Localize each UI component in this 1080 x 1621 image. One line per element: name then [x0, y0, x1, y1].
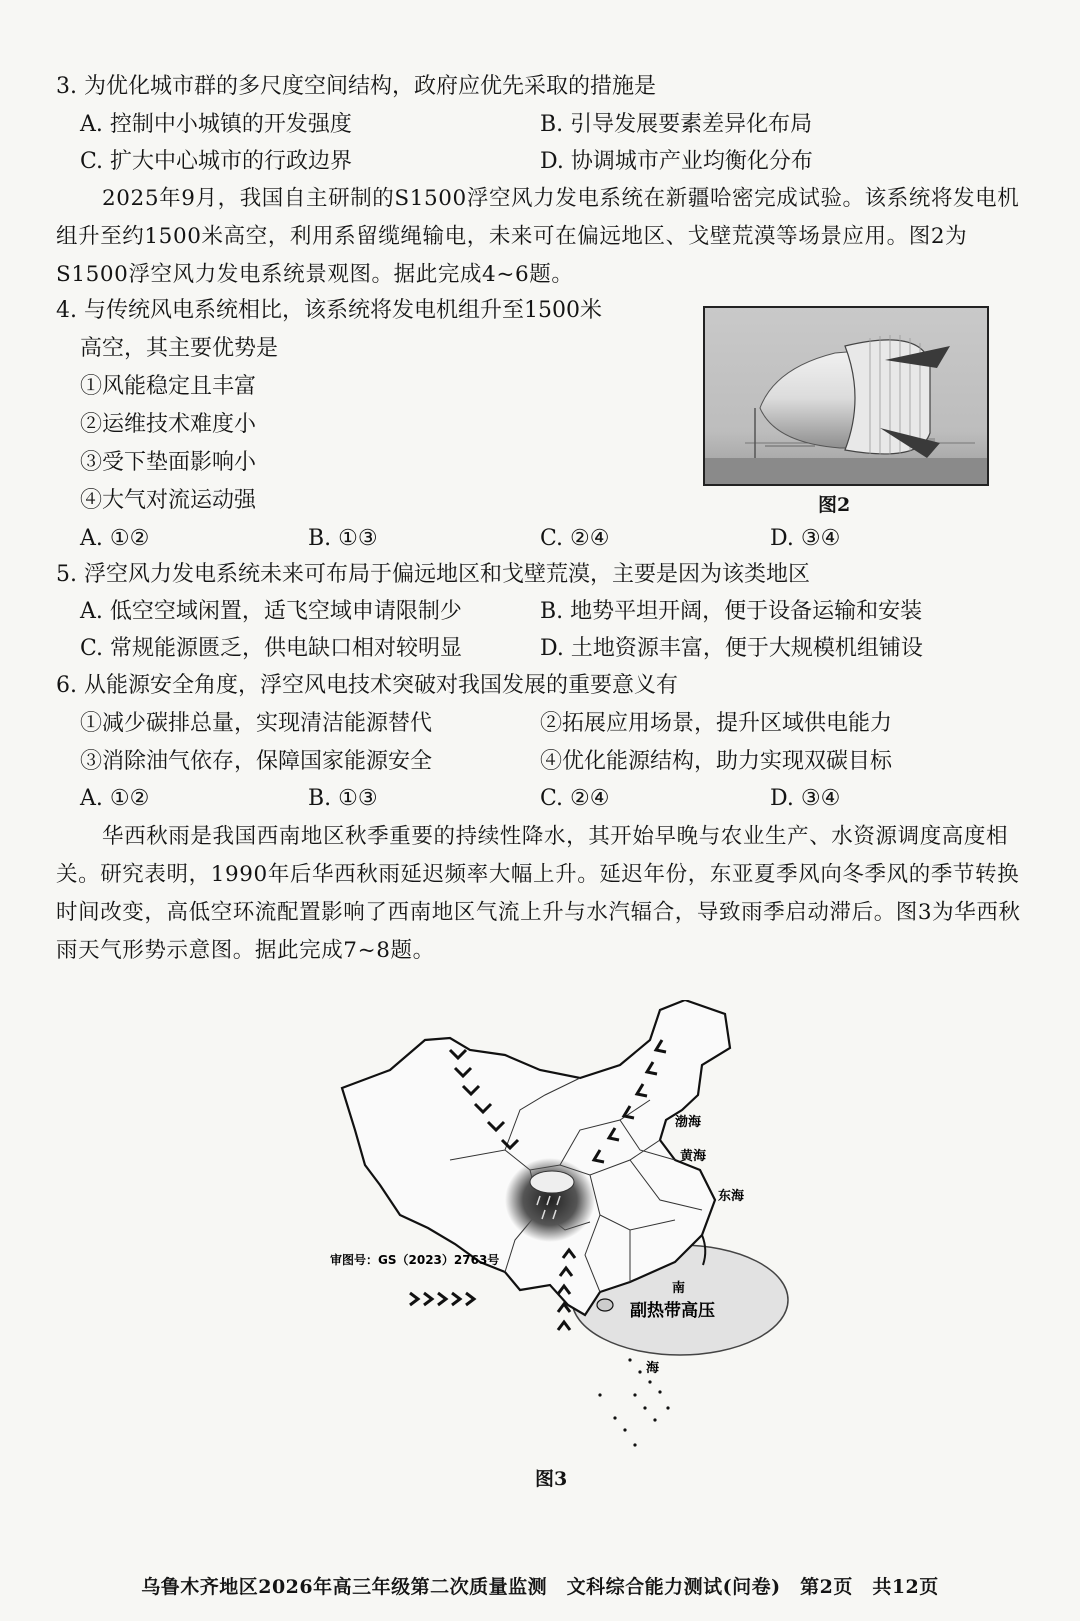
q5-option-a: A. 低空空域闲置，适飞空域申请限制少 [80, 599, 462, 624]
q3-option-d: D. 协调城市产业均衡化分布 [540, 149, 813, 174]
intro-paragraph-2 [56, 818, 1024, 970]
q5-stem: 5. 浮空风力发电系统未来可布局于偏远地区和戈壁荒漠，主要是因为该类地区 [56, 562, 810, 587]
south-sea-label-2: 海 [646, 1361, 660, 1376]
china-weather-map [330, 1000, 810, 1480]
q4-option-b: B. ①③ [308, 526, 378, 551]
cloud-icon [530, 1171, 574, 1193]
south-sea-label-1: 南 [672, 1281, 686, 1296]
map-approval-number: 审图号：GS（2023）2763号 [330, 1253, 500, 1267]
q5-option-d: D. 土地资源丰富，便于大规模机组铺设 [540, 636, 923, 661]
q4-stem-line1: 4. 与传统风电系统相比，该系统将发电机组升至1500米 [56, 298, 602, 323]
bohai-label: 渤海 [675, 1115, 702, 1130]
q6-item-2: ②拓展应用场景，提升区域供电能力 [540, 711, 893, 736]
q6-stem: 6. 从能源安全角度，浮空风电技术突破对我国发展的重要意义有 [56, 673, 678, 698]
figure-2-caption: 图2 [818, 494, 851, 516]
intro-paragraph-1 [56, 180, 1024, 294]
q4-stem-line2: 高空，其主要优势是 [80, 336, 279, 361]
hainan-island [597, 1299, 613, 1311]
figure-2-photo [703, 306, 989, 486]
intro-paragraph-1-text: 2025年9月，我国自主研制的S1500浮空风力发电系统在新疆哈密完成试验。该系统将发电机组升至约1500米高空，利用系留缆绳输电，未来可在偏远地区、戈壁荒漠等场景应用。图2为S1500浮空风力发电系统景观图。据此完成4~6题。 [56, 186, 1020, 287]
yellow-sea-label: 黄海 [680, 1149, 707, 1164]
q6-item-1: ①减少碳排总量，实现清洁能源替代 [80, 711, 433, 736]
q4-item-2: ②运维技术难度小 [80, 412, 257, 437]
figure-3-caption: 图3 [535, 1468, 568, 1490]
q3-option-b: B. 引导发展要素差异化布局 [540, 112, 813, 137]
airborne-wind-turbine-image [705, 308, 987, 484]
q4-item-1: ①风能稳定且丰富 [80, 374, 257, 399]
q6-option-d: D. ③④ [770, 786, 841, 811]
q6-option-c: C. ②④ [540, 786, 610, 811]
q3-stem: 3. 为优化城市群的多尺度空间结构，政府应优先采取的措施是 [56, 74, 656, 99]
q6-item-3: ③消除油气依存，保障国家能源安全 [80, 749, 433, 774]
intro-paragraph-2-text: 华西秋雨是我国西南地区秋季重要的持续性降水，其开始早晚与农业生产、水资源调度高度相关。研究表明，1990年后华西秋雨延迟频率大幅上升。延迟年份，东亚夏季风向冬季风的季节转换时间改变，高低空环流配置影响了西南地区气流上升与水汽辐合，导致雨季启动滞后。图3为华西秋雨天气形势示意图。据此完成7~8题。 [56, 824, 1021, 963]
q4-item-4: ④大气对流运动强 [80, 488, 257, 513]
subtropical-high-label: 副热带高压 [630, 1301, 715, 1321]
q4-option-d: D. ③④ [770, 526, 841, 551]
q6-option-a: A. ①② [80, 786, 150, 811]
q4-option-a: A. ①② [80, 526, 150, 551]
q4-option-c: C. ②④ [540, 526, 610, 551]
q5-option-b: B. 地势平坦开阔，便于设备运输和安装 [540, 599, 923, 624]
figure-3-map [330, 1000, 810, 1480]
q5-option-c: C. 常规能源匮乏，供电缺口相对较明显 [80, 636, 463, 661]
southwest-monsoon-arrows [410, 1293, 474, 1305]
q4-item-3: ③受下垫面影响小 [80, 450, 257, 475]
east-sea-label: 东海 [718, 1189, 745, 1204]
q6-item-4: ④优化能源结构，助力实现双碳目标 [540, 749, 893, 774]
q6-option-b: B. ①③ [308, 786, 378, 811]
q3-option-c: C. 扩大中心城市的行政边界 [80, 149, 353, 174]
q3-option-a: A. 控制中小城镇的开发强度 [80, 112, 352, 137]
page-footer: 乌鲁木齐地区2026年高三年级第二次质量监测 文科综合能力测试(问卷) 第2页 共12页 [141, 1576, 939, 1598]
